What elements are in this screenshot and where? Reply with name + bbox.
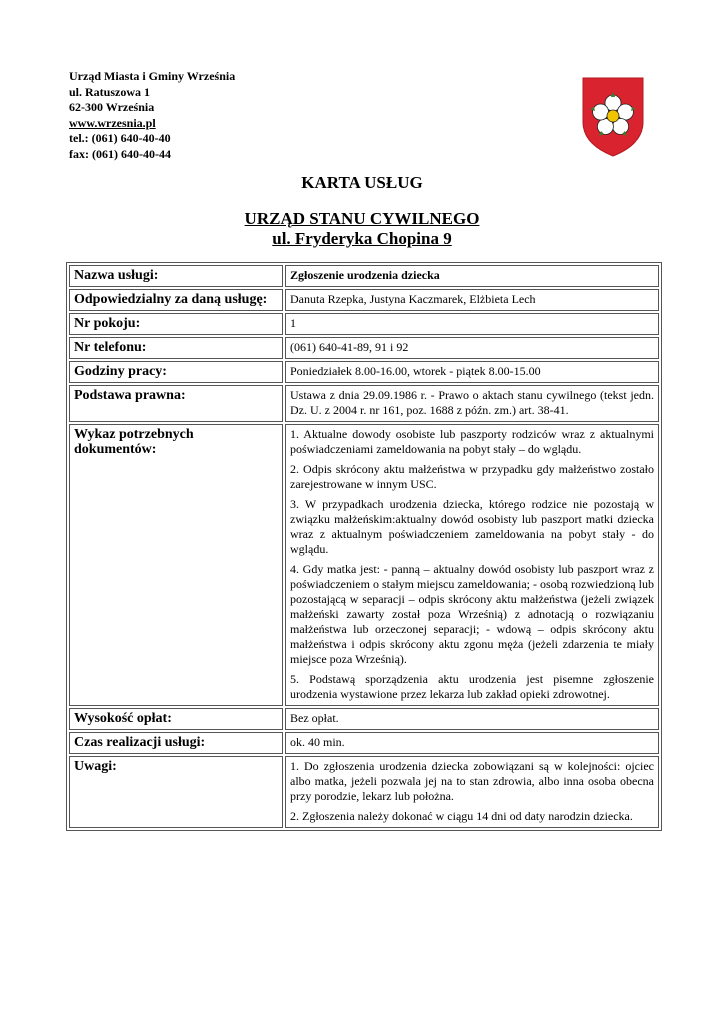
row-value-paragraph: 1: [290, 316, 296, 330]
table-row: [69, 756, 659, 828]
row-value: [285, 385, 659, 422]
row-label: Nazwa usługi:: [69, 265, 283, 287]
row-value: [285, 424, 659, 706]
row-value-paragraph: Bez opłat.: [290, 711, 339, 725]
row-value-paragraph: 4. Gdy matka jest: - panną – aktualny dowód osobisty lub paszport wraz z poświadczeniem o stałym miejscu zameldowania; - osobą rozwiedzioną lub pozostającą w separacji – odpis skrócony aktu małżeństwa (jeżeli związek małżeński zawarty został poza Wrześnią) z adnotacją o rozwiązaniu małżeństwa lub orzeczonej separacji; - wdową – odpis skrócony aktu małżeństwa i odpis skrócony aktu zgonu męża (jeżeli zdarzenia te miały miejsce poza Wrześnią).: [290, 562, 654, 666]
row-value-paragraph: Ustawa z dnia 29.09.1986 r. - Prawo o aktach stanu cywilnego (tekst jedn. Dz. U. z 2004 r. nr 161, poz. 1688 z późn. zm.) art. 38-41.: [290, 388, 654, 417]
row-value: [285, 337, 659, 359]
table-row: [69, 708, 659, 730]
row-value-paragraph: 1. Aktualne dowody osobiste lub paszporty rodziców wraz z aktualnymi poświadczeniami zameldowania na pobyt stały – do wglądu.: [290, 427, 654, 456]
table-row: [69, 732, 659, 754]
row-value: [285, 361, 659, 383]
department-title: URZĄD STANU CYWILNEGO: [244, 209, 480, 228]
row-label: Uwagi:: [69, 756, 283, 828]
row-value: [285, 289, 659, 311]
row-value: [285, 732, 659, 754]
office-postal-city: 62-300 Września: [69, 100, 155, 115]
row-value-paragraph: 2. Zgłoszenia należy dokonać w ciągu 14 dni od daty narodzin dziecka.: [290, 809, 633, 823]
row-value-paragraph: 5. Podstawą sporządzenia aktu urodzenia jest pisemne zgłoszenie urodzenia wystawione przez lekarza lub zakład opieki zdrowotnej.: [290, 672, 654, 701]
table-row: [69, 289, 659, 311]
row-value-paragraph: ok. 40 min.: [290, 735, 345, 749]
row-value-paragraph: 1. Do zgłoszenia urodzenia dziecka zobowiązani są w kolejności: ojciec albo matka, jeżeli pozwala jej na to stan zdrowia, albo inna osoba obecna przy porodzie, lekarz lub położna.: [290, 759, 654, 803]
row-label: Nr pokoju:: [69, 313, 283, 335]
row-value-paragraph: Poniedziałek 8.00-16.00, wtorek - piątek 8.00-15.00: [290, 364, 541, 378]
row-value: [285, 708, 659, 730]
row-label: Godziny pracy:: [69, 361, 283, 383]
department-address: ul. Fryderyka Chopina 9: [272, 229, 452, 248]
row-label: Nr telefonu:: [69, 337, 283, 359]
row-value-paragraph: Danuta Rzepka, Justyna Kaczmarek, Elżbieta Lech: [290, 292, 536, 306]
row-label: Wysokość opłat:: [69, 708, 283, 730]
row-value: [285, 265, 659, 287]
row-label: Odpowiedzialny za daną usługę:: [69, 289, 283, 311]
row-label: Wykaz potrzebnych dokumentów:: [69, 424, 283, 706]
office-fax: fax: (061) 640-40-44: [69, 146, 171, 161]
table-row: [69, 424, 659, 706]
table-row: [69, 337, 659, 359]
row-label: Podstawa prawna:: [69, 385, 283, 422]
service-card-table: [66, 262, 662, 831]
office-name: Urząd Miasta i Gminy Września: [69, 69, 236, 83]
table-row: [69, 265, 659, 287]
row-value: [285, 756, 659, 828]
row-value-paragraph: (061) 640-41-89, 91 i 92: [290, 340, 409, 354]
row-value-paragraph: Zgłoszenie urodzenia dziecka: [290, 268, 440, 282]
row-label: Czas realizacji usługi:: [69, 732, 283, 754]
page-title: KARTA USŁUG: [301, 173, 423, 192]
row-value-paragraph: 3. W przypadkach urodzenia dziecka, którego rodzice nie pozostają w związku małżeńskim:aktualny dowód osobisty lub paszport matki dziecka wraz z aktualnym poświadczeniem zameldowania na pobyt stały - do wglądu.: [290, 497, 654, 556]
table-row: [69, 313, 659, 335]
table-row: [69, 361, 659, 383]
office-address-block: [69, 69, 235, 163]
office-phone: tel.: (061) 640-40-40: [69, 131, 171, 146]
heraldic-rose-shield-icon: [580, 76, 646, 158]
website-link[interactable]: www.wrzesnia.pl: [69, 115, 156, 130]
table-row: [69, 385, 659, 422]
row-value: [285, 313, 659, 335]
office-street: ul. Ratuszowa 1: [69, 84, 151, 99]
row-value-paragraph: 2. Odpis skrócony aktu małżeństwa w przypadku gdy małżeństwo zostało zarejestrowane w innym USC.: [290, 462, 654, 491]
